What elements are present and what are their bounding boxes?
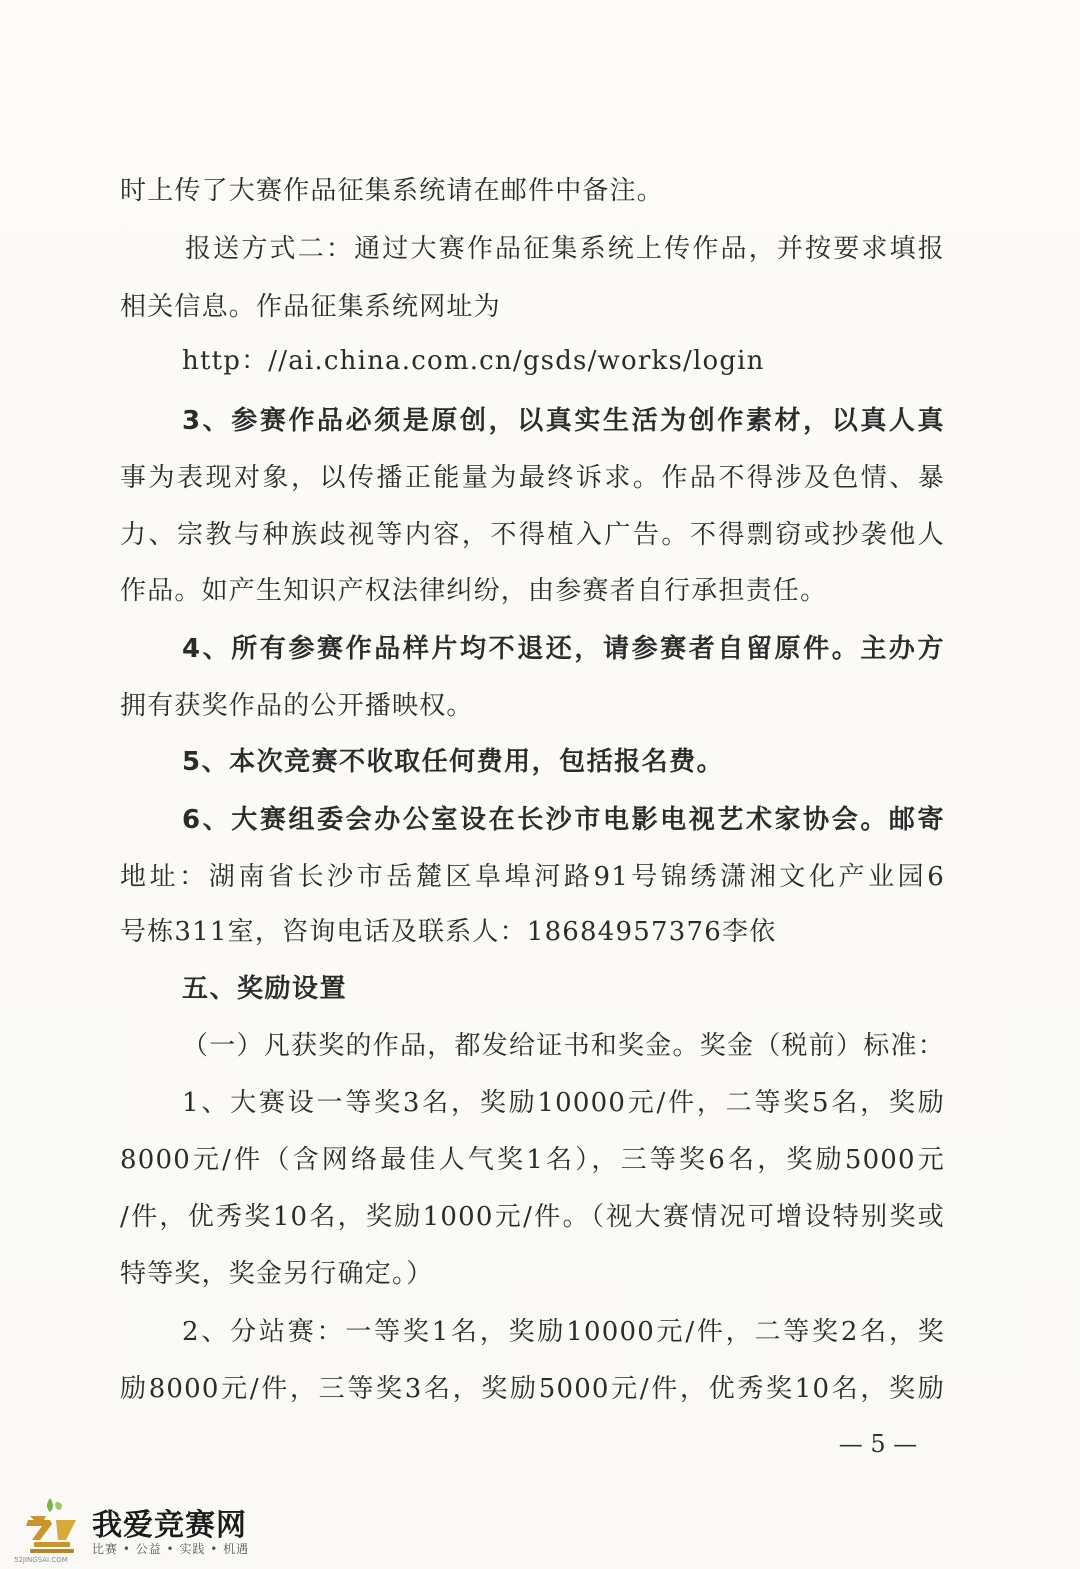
text-line: 时上传了大赛作品征集系统请在邮件中备注。: [120, 176, 665, 206]
brand-url: 52JINGSAI.COM: [14, 1556, 68, 1564]
text-line: 拥有获奖作品的公开播映权。: [120, 691, 474, 721]
text-line: 作品。如产生知识产权法律纠纷，由参赛者自行承担责任。: [120, 576, 828, 606]
text-line: /件，优秀奖10名，奖励1000元/件。（视大赛情况可增设特别奖或: [120, 1202, 945, 1232]
text-line: 5、本次竞赛不收取任何费用，包括报名费。: [182, 747, 725, 777]
brand-tagline: 比赛 • 公益 • 实践 • 机遇: [92, 1542, 250, 1556]
text-line: 报送方式二：通过大赛作品征集系统上传作品，并按要求填报: [185, 234, 945, 264]
text-line: 力、宗教与种族歧视等内容，不得植入广告。不得剽窃或抄袭他人: [120, 520, 945, 550]
text-line: 3、参赛作品必须是原创，以真实生活为创作素材，以真人真: [182, 406, 945, 436]
text-line: 2、分站赛：一等奖1名，奖励10000元/件，二等奖2名，奖: [182, 1317, 945, 1347]
section-heading: 五、奖励设置: [182, 974, 348, 1004]
trophy-logo-icon: [20, 1494, 84, 1558]
text-line: 8000元/件（含网络最佳人气奖1名），三等奖6名，奖励5000元: [120, 1145, 945, 1175]
text-line: 地址：湖南省长沙市岳麓区阜埠河路91号锦绣潇湘文化产业园6: [120, 862, 945, 892]
text-line: 1、大赛设一等奖3名，奖励10000元/件，二等奖5名，奖励: [182, 1088, 945, 1118]
url-line: http：//ai.china.com.cn/gsds/works/login: [182, 346, 765, 376]
text-line: 相关信息。作品征集系统网址为: [120, 292, 501, 322]
text-line: 特等奖，奖金另行确定。）: [120, 1259, 434, 1289]
text-line: 6、大赛组委会办公室设在长沙市电影电视艺术家协会。邮寄: [182, 805, 945, 835]
text-line: （一）凡获奖的作品，都发给证书和奖金。奖金（税前）标准：: [182, 1031, 945, 1061]
text-line: 号栋311室，咨询电话及联系人：18684957376李依: [120, 917, 777, 947]
text-line: 励8000元/件，三等奖3名，奖励5000元/件，优秀奖10名，奖励: [120, 1374, 945, 1404]
text-line: 事为表现对象，以传播正能量为最终诉求。作品不得涉及色情、暴: [120, 463, 945, 493]
page-number: — 5 —: [838, 1430, 918, 1458]
brand-name: 我爱竞赛网: [92, 1508, 247, 1543]
text-line: 4、所有参赛作品样片均不退还，请参赛者自留原件。主办方: [182, 634, 945, 664]
watermark-footer: [0, 1490, 1080, 1569]
